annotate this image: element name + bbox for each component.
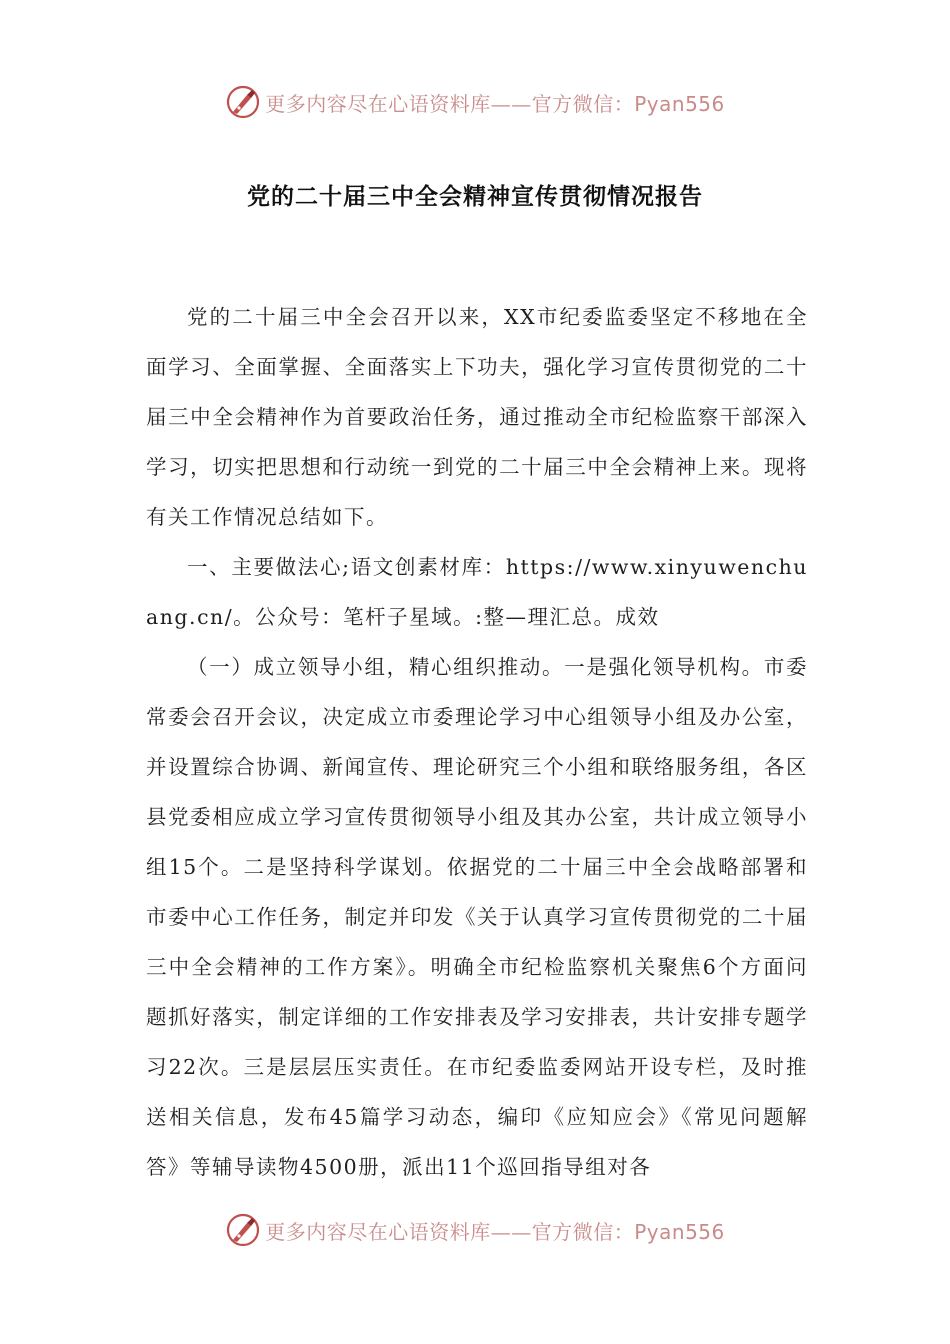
pen-nib-logo-icon — [225, 84, 261, 120]
document-body — [146, 292, 808, 1192]
document-title: 党的二十届三中全会精神宣传贯彻情况报告 — [247, 184, 703, 210]
watermark-label: 更多内容尽在心语资料库——官方微信： — [265, 91, 635, 116]
watermark-text — [265, 88, 725, 117]
watermark-contact: Pyan556 — [634, 91, 725, 116]
watermark-label: 更多内容尽在心语资料库——官方微信： — [265, 1219, 635, 1244]
watermark-contact: Pyan556 — [634, 1219, 725, 1244]
paragraph-intro: 党的二十届三中全会召开以来，XX市纪委监委坚定不移地在全面学习、全面掌握、全面落实上下功夫，强化学习宣传贯彻党的二十届三中全会精神作为首要政治任务，通过推动全市纪检监察干部深入学习，切实把思想和行动统一到党的二十届三中全会精神上来。现将有关工作情况总结如下。 — [146, 305, 808, 529]
watermark-banner-bottom — [0, 1210, 950, 1250]
paragraph-section-one: （一）成立领导小组，精心组织推动。一是强化领导机构。市委常委会召开会议，决定成立市委理论学习中心组领导小组及办公室，并设置综合协调、新闻宣传、理论研究三个小组和联络服务组，各区县党委相应成立学习宣传贯彻领导小组及其办公室，共计成立领导小组15个。二是坚持科学谋划。依据党的二十届三中全会战略部署和市委中心工作任务，制定并印发《关于认真学习宣传贯彻党的二十届三中全会精神的工作方案》。明确全市纪检监察机关聚焦6个方面问题抓好落实，制定详细的工作安排表及学习安排表，共计安排专题学习22次。三是层层压实责任。在市纪委监委网站开设专栏，及时推送相关信息，发布45篇学习动态，编印《应知应会》《常见问题解答》等辅导读物4500册，派出11个巡回指导组对各 — [146, 655, 808, 1179]
watermark-banner-top — [0, 82, 950, 122]
pen-nib-logo-icon — [225, 1212, 261, 1248]
paragraph-section-heading: 一、主要做法心;语文创素材库：https://www.xinyuwenchuang.cn/。公众号：笔杆子星域。:整—理汇总。成效 — [146, 555, 808, 629]
watermark-text — [265, 1216, 725, 1245]
